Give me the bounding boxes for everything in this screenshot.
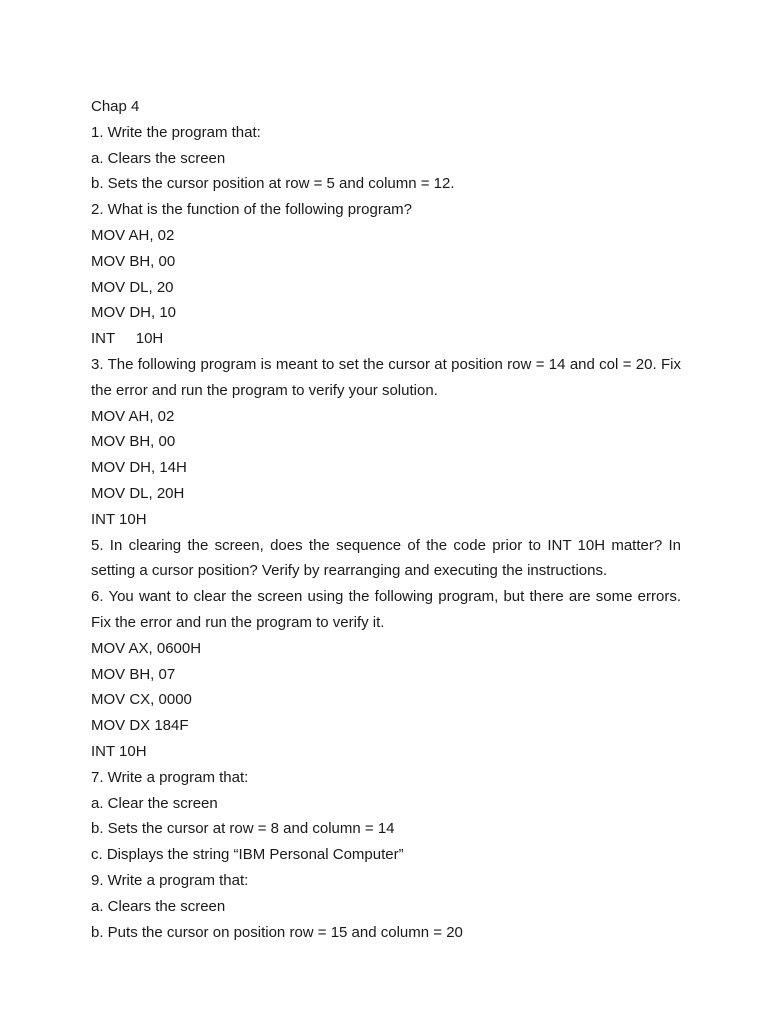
code-line: MOV AX, 0600H — [91, 639, 202, 657]
question-9-part-a: a. Clears the screen — [91, 897, 226, 915]
code-line: MOV DH, 14H — [91, 459, 187, 477]
code-line: MOV DX 184F — [91, 717, 189, 735]
code-line: MOV BH, 00 — [91, 252, 176, 270]
question-1: 1. Write the program that: — [91, 123, 261, 141]
question-7-part-a: a. Clear the screen — [91, 794, 218, 812]
code-line: MOV DL, 20 — [91, 278, 174, 296]
question-9-part-b: b. Puts the cursor on position row = 15 and column = 20 — [91, 923, 463, 941]
code-line: MOV BH, 07 — [91, 665, 176, 683]
code-line: MOV DH, 10 — [91, 304, 177, 322]
question-1-part-b: b. Sets the cursor position at row = 5 and column = 12. — [91, 175, 455, 193]
question-1-part-a: a. Clears the screen — [91, 149, 226, 167]
code-line: INT 10H — [91, 510, 147, 528]
code-line: MOV CX, 0000 — [91, 691, 192, 709]
code-line: INT 10H — [91, 742, 147, 760]
document-body — [91, 94, 681, 945]
question-5: 5. In clearing the screen, does the sequence of the code prior to INT 10H matter? In setting a cursor position? Verify by rearranging and executing the instructions. — [91, 536, 681, 580]
question-6: 6. You want to clear the screen using the following program, but there are some errors. Fix the error and run the program to verify it. — [91, 588, 681, 631]
code-line: INT 10H — [91, 330, 164, 348]
question-7-part-c: c. Displays the string “IBM Personal Computer” — [91, 846, 404, 864]
question-7-part-b: b. Sets the cursor at row = 8 and column = 14 — [91, 820, 395, 838]
question-9: 9. Write a program that: — [91, 871, 249, 889]
question-7: 7. Write a program that: — [91, 768, 249, 786]
question-3: 3. The following program is meant to set the cursor at position row = 14 and col = 20. Fix the error and run the program to verify your solution. — [91, 355, 681, 399]
code-line: MOV AH, 02 — [91, 226, 175, 244]
code-line: MOV DL, 20H — [91, 484, 185, 502]
code-line: MOV BH, 00 — [91, 433, 176, 451]
chapter-heading: Chap 4 — [91, 98, 140, 115]
question-2: 2. What is the function of the following program? — [91, 201, 413, 219]
code-line: MOV AH, 02 — [91, 407, 175, 425]
